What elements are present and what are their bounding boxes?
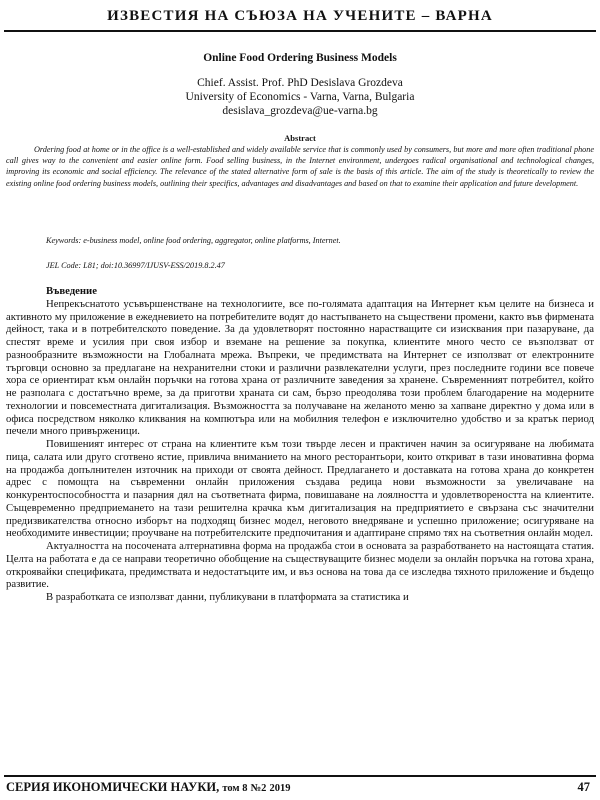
running-header: ИЗВЕСТИЯ НА СЪЮЗА НА УЧЕНИТЕ – ВАРНА [107, 8, 493, 24]
body-paragraph: Повишеният интерес от страна на клиентите към този твърде лесен и практичен начин за осигуряване на любимата пица, салата или друго сготвено ястие, привлича вниманието на много ресторантьори, които откриват в тази иновативна форма на продажба допълнителен източник на приходи от своята дейност. Предлагането и доставката на готова храна до конкретен адрес с помощта на съвременни онлайн приложения създава редица нови възможности за увеличаване на конкурентоспособността и пазарния дял на съответната фирма, повишаване на лоялността и удовлетвореността на клиентите. Същевременно предприемането на тази решителна крачка към дигитализация на предприятието е свързана със значителни предизвикателства относно изборът на подходящ бизнес модел, неговото внедряване и успешно приложение; осигуряване на необходимите инвестиции; проучване на потребителските предпочитания и адаптиране спрямо тях на съответния онлайн модел. [6, 438, 594, 540]
author-block [0, 76, 600, 118]
section-heading: Въведение [46, 285, 97, 297]
body-paragraph: В разработката се използват данни, публикувани в платформата за статистика и [46, 591, 409, 603]
body-text [6, 285, 594, 604]
footer-divider [4, 775, 596, 777]
footer-issue: №2 [250, 783, 267, 794]
header-divider [4, 30, 596, 32]
footer-citation [6, 780, 291, 795]
author-affiliation: University of Economics - Varna, Varna, Bulgaria [185, 91, 415, 103]
keywords: Keywords: e-business model, online food ordering, aggregator, online platforms, Internet. [46, 236, 341, 245]
abstract-text: Ordering food at home or in the office is a well-established and widely available service that is commonly used by consumers, but more and more often traditional phone call gives way to the convenient and easier online form. Food selling business, in the Internet environment, undergoes radical organisational and technological changes, improving its economic and social efficiency. The relevance of the stated alternative form of sale is the basis of this article. The aim of the study is theoretically to review the existing online food ordering business models, outlining their specifics, advantages and disadvantages and based on that to examine their application and future development. [6, 145, 594, 188]
jel-code: JEL Code: L81; doi:10.36997/IJUSV-ESS/2019.8.2.47 [46, 261, 225, 270]
abstract-heading: Abstract [284, 133, 316, 143]
author-name: Chief. Assist. Prof. PhD Desislava Grozdeva [197, 77, 403, 89]
footer-year: 2019 [269, 783, 291, 794]
body-paragraph: Актуалността на посочената алтернативна форма на продажба стои в основата за разработването на настоящата статия. Целта на работата е да се направи теоретично обобщение на съществуващите бизнес модели за онлайн поръчка на готова храна, откроявайки спецификата, предимствата и недостатъците им, и въз основа на това да се изследва тяхното приложение и бъдещо развитие. [6, 540, 594, 591]
footer-volume: том 8 [222, 783, 248, 794]
paper-title: Online Food Ordering Business Models [203, 52, 397, 64]
body-paragraph: Непрекъснатото усъвършенстване на технологиите, все по-голямата адаптация на Интернет към целите на бизнеса и активното му приложение в ежедневието на потребителите водят до настъпването на съществени промени, както във фирмената дейност, така и в потребителското поведение. За да удовлетворят постоянно нарастващите си изисквания при пазаруване, да спестят време и усилия при своя избор и вземане на решение за покупка, клиентите много често се възползват от разнообразните възможности на Глобалната мрежа. Въпреки, че предимствата на Интернет се използват от електронните търговци основно за предлагане на нехранителни стоки и различни развлекателни услуги, през последните години все повече хора се ориентират към онлайн поръчки на готова храна от различните заведения за хранене. Съвременният потребител, който не разполага с достатъчно време, за да приготви храната си сам, бързо преодолява този проблем благодарение на модерните технологии и повсеместната дигитализация. Възможността за получаване на желаното меню за хапване директно у дома или в офиса посредством няколко кликвания на компютъра или на мобилния телефон е изключително удобство и за кратък период печели много привърженици. [6, 297, 594, 438]
running-footer [6, 780, 594, 796]
page-number: 47 [577, 780, 590, 794]
author-email: desislava_grozdeva@ue-varna.bg [222, 105, 378, 117]
footer-series: СЕРИЯ ИКОНОМИЧЕСКИ НАУКИ, [6, 780, 220, 794]
